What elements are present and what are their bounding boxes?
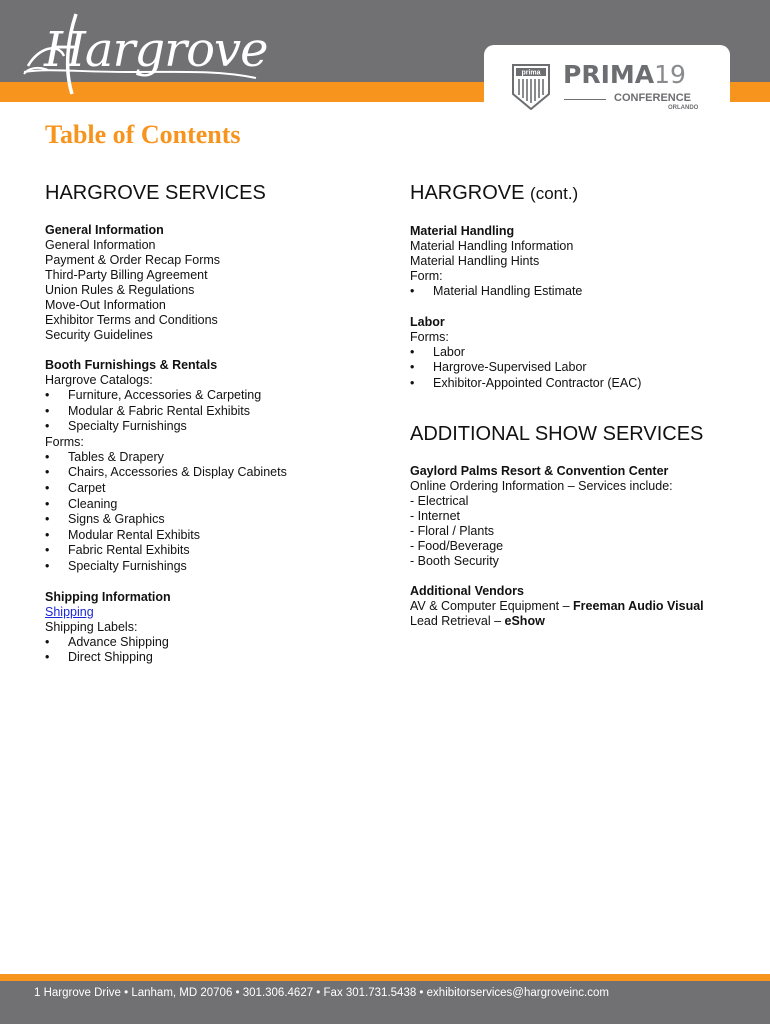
vendor-lead-retrieval[interactable]: Lead Retrieval – eShow — [410, 614, 545, 629]
toc-entry[interactable]: Move-Out Information — [45, 298, 166, 312]
prima-wordmark: PRIMA19 — [563, 60, 686, 89]
form-item[interactable]: • Cleaning — [45, 497, 375, 513]
shipping-link[interactable]: Shipping — [45, 604, 94, 619]
vendors-heading: Additional Vendors — [410, 584, 524, 599]
toc-entry[interactable]: Material Handling Information — [410, 239, 574, 253]
vendor-av[interactable]: AV & Computer Equipment – Freeman Audio Visual — [410, 599, 704, 614]
page-title: Table of Contents — [45, 120, 241, 149]
booth-furnishings-heading: Booth Furnishings & Rentals — [45, 358, 218, 372]
form-item[interactable]: • Specialty Furnishings — [45, 559, 375, 575]
forms-label: Forms: — [410, 329, 449, 344]
footer-accent-bar — [0, 974, 770, 981]
section-heading-hargrove-services: HARGROVE SERVICES — [45, 182, 266, 204]
form-item[interactable]: • Exhibitor-Appointed Contractor (EAC) — [410, 376, 750, 392]
form-item[interactable]: • Chairs, Accessories & Display Cabinets — [45, 465, 375, 481]
toc-entry[interactable]: Material Handling Hints — [410, 254, 540, 268]
service-item: - Internet — [410, 509, 461, 524]
section-heading-hargrove-cont: HARGROVE (cont.) — [410, 182, 579, 204]
form-item[interactable]: • Carpet — [45, 481, 375, 497]
service-item: - Floral / Plants — [410, 524, 495, 539]
form-item[interactable]: • Modular Rental Exhibits — [45, 528, 375, 544]
catalog-item[interactable]: • Modular & Fabric Rental Exhibits — [45, 404, 375, 420]
prima-divider — [564, 99, 606, 100]
prima-conference-label: CONFERENCE — [614, 92, 692, 104]
shipping-label-item[interactable]: • Direct Shipping — [45, 650, 375, 666]
prima-shield-icon — [512, 64, 550, 110]
form-item[interactable]: • Fabric Rental Exhibits — [45, 543, 375, 559]
gaylord-intro[interactable]: Online Ordering Information – Services include: — [410, 479, 673, 494]
toc-entry[interactable]: General Information — [45, 238, 156, 252]
left-column — [45, 181, 375, 666]
form-item[interactable]: • Tables & Drapery — [45, 450, 375, 466]
shipping-labels-label: Shipping Labels: — [45, 619, 138, 634]
prima-city-label: ORLANDO — [668, 105, 699, 111]
section-heading-additional-services: ADDITIONAL SHOW SERVICES — [410, 423, 704, 446]
catalog-item[interactable]: • Specialty Furnishings — [45, 419, 375, 435]
toc-entry[interactable]: Security Guidelines — [45, 328, 153, 342]
general-info-heading: General Information — [45, 223, 164, 237]
form-item[interactable]: • Signs & Graphics — [45, 512, 375, 528]
forms-label: Forms: — [45, 434, 84, 449]
shipping-label-item[interactable]: • Advance Shipping — [45, 635, 375, 651]
form-item[interactable]: • Hargrove-Supervised Labor — [410, 360, 750, 376]
toc-entry[interactable]: Exhibitor Terms and Conditions — [45, 313, 218, 327]
form-item[interactable]: • Material Handling Estimate — [410, 284, 750, 300]
toc-entry[interactable]: Third-Party Billing Agreement — [45, 268, 208, 282]
footer-contact-info: 1 Hargrove Drive • Lanham, MD 20706 • 301.306.4627 • Fax 301.731.5438 • exhibitorservices@hargroveinc.com — [34, 987, 609, 999]
service-item: - Electrical — [410, 494, 469, 509]
form-label: Form: — [410, 269, 443, 283]
toc-entry[interactable]: Payment & Order Recap Forms — [45, 253, 221, 267]
svg-text:prima: prima — [521, 69, 541, 77]
labor-heading: Labor — [410, 314, 445, 329]
toc-entry[interactable]: Union Rules & Regulations — [45, 283, 195, 297]
right-column — [410, 181, 750, 629]
service-item: - Food/Beverage — [410, 539, 504, 554]
material-handling-heading: Material Handling — [410, 224, 515, 238]
catalog-item[interactable]: • Furniture, Accessories & Carpeting — [45, 388, 375, 404]
gaylord-heading: Gaylord Palms Resort & Convention Center — [410, 464, 669, 479]
catalogs-label: Hargrove Catalogs: — [45, 373, 153, 387]
service-item: - Booth Security — [410, 554, 499, 569]
shipping-info-heading: Shipping Information — [45, 589, 171, 604]
form-item[interactable]: • Labor — [410, 345, 750, 361]
prima-logo-box — [484, 45, 730, 117]
hargrove-logo-text: Hargrove — [44, 22, 268, 78]
